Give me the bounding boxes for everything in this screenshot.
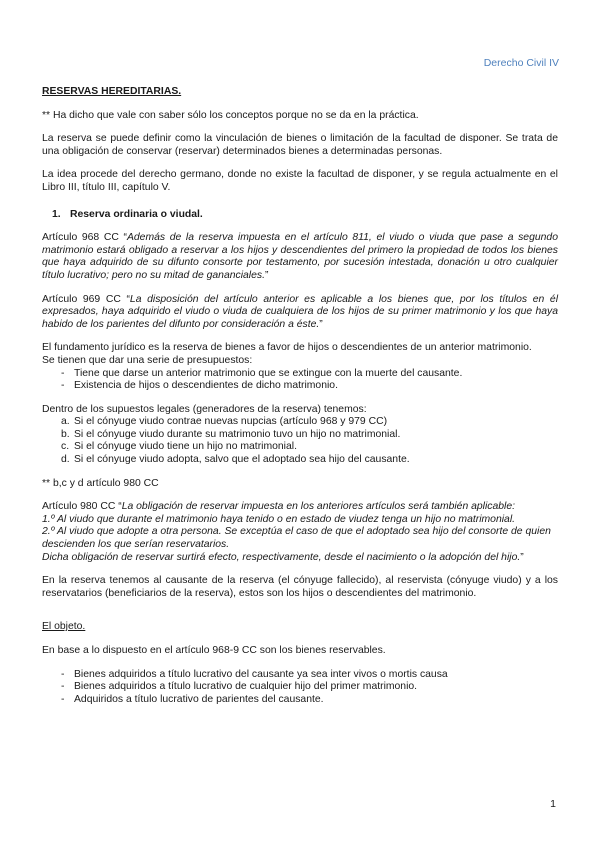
- article-968-quote: [42, 232, 558, 282]
- list-item: [42, 429, 558, 442]
- list-marker: b.: [61, 428, 70, 440]
- article-969-label: Artículo 969 CC “: [42, 293, 130, 305]
- list-item: [42, 416, 558, 429]
- page-number: 1: [550, 798, 556, 810]
- partes-paragraph: En la reserva tenemos al causante de la reserva (el cónyuge fallecido), al reservista (cónyuge viudo) y a los reservatarios (beneficiarios de la reserva), estos son los hijos o descendientes del matrimonio.: [42, 575, 558, 599]
- objeto-heading: El objeto.: [42, 621, 86, 633]
- article-980-line: 1.º Al viudo que durante el matrimonio haya tenido o en estado de viudez tenga un hijo no matrimonial.: [42, 513, 516, 525]
- article-980-text: Dicha obligación de reservar surtirá efecto, respectivamente, desde el nacimiento o la adopción del hijo.: [42, 551, 521, 563]
- article-968-label: Artículo 968 CC “: [42, 232, 127, 244]
- supuestos-list: [42, 416, 558, 466]
- document-body: [42, 86, 558, 706]
- supuestos-intro: Dentro de los supuestos legales (generadores de la reserva) tenemos:: [42, 403, 367, 415]
- document-title: RESERVAS HEREDITARIAS.: [42, 86, 182, 97]
- article-969-close: ”: [319, 318, 323, 330]
- list-item: - Bienes adquiridos a título lucrativo de cualquier hijo del primer matrimonio.: [42, 681, 558, 694]
- article-968-close: ”: [264, 269, 269, 281]
- section-heading-reserva-ordinaria: [42, 209, 558, 222]
- objeto-list: [42, 669, 558, 707]
- note-bcd: ** b,c y d artículo 980 CC: [42, 477, 159, 489]
- article-980-label: Artículo 980 CC “: [42, 501, 122, 513]
- article-968-text: Además de la reserva impuesta en el artículo 811, el viudo o viuda que pase a segundo matrimonio estará obligado a reservar a los hijos y descendientes del primero la propiedad de todos los bienes que haya adquirido de su difunto consorte por testamento, por sucesión intestada, donación u otro cualquier título lucrativo; pero no su mitad de gananciales.: [42, 232, 558, 281]
- article-969-quote: [42, 294, 558, 332]
- fundamento-paragraph: El fundamento jurídico es la reserva de bienes a favor de hijos o descendientes de un anterior matrimonio.: [42, 342, 532, 354]
- definition-paragraph: La reserva se puede definir como la vinculación de bienes o limitación de la facultad de disponer. Se trata de una obligación de conservar (reservar) determinados bienes a determinadas personas.: [42, 133, 558, 157]
- list-marker: a.: [61, 416, 70, 428]
- list-item: [42, 441, 558, 454]
- origin-paragraph: La idea procede del derecho germano, donde no existe la facultad de disponer, y se regula actualmente en el Libro III, título III, capítulo V.: [42, 169, 558, 193]
- list-item-text: Si el cónyuge viudo tiene un hijo no matrimonial.: [74, 441, 297, 453]
- article-980-line: [42, 501, 558, 514]
- list-item: - Bienes adquiridos a título lucrativo del causante ya sea inter vivos o mortis causa: [42, 669, 558, 682]
- presupuestos-intro: Se tienen que dar una serie de presupuestos:: [42, 354, 253, 366]
- running-header: Derecho Civil IV: [483, 57, 559, 69]
- list-item: - Existencia de hijos o descendientes de dicho matrimonio.: [42, 380, 558, 393]
- list-marker: c.: [61, 441, 70, 453]
- presupuestos-list: [42, 368, 558, 393]
- intro-note: ** Ha dicho que vale con saber sólo los conceptos porque no se da en la práctica.: [42, 109, 419, 121]
- section-number: 1.: [52, 208, 61, 220]
- article-980-line: [42, 552, 558, 565]
- article-980-quote: [42, 501, 558, 564]
- list-marker: d.: [61, 454, 70, 466]
- list-item-text: Si el cónyuge viudo contrae nuevas nupcias (artículo 968 y 979 CC): [74, 416, 388, 428]
- article-969-text: La disposición del artículo anterior es aplicable a los bienes que, por los títulos en él expresados, haya adquirido el viudo o viuda de cualquiera de los hijos de su primer matrimonio y los que haya habido de los parientes del difunto por consideración a éste.: [42, 293, 558, 330]
- list-item: - Adquiridos a título lucrativo de parientes del causante.: [42, 694, 558, 707]
- section-title: Reserva ordinaria o viudal.: [70, 208, 203, 220]
- article-980-close: ”: [520, 551, 524, 563]
- list-item-text: Si el cónyuge viudo adopta, salvo que el adoptado sea hijo del causante.: [74, 454, 410, 466]
- objeto-intro: En base a lo dispuesto en el artículo 968-9 CC son los bienes reservables.: [42, 645, 386, 656]
- list-item: [42, 454, 558, 467]
- article-980-text: La obligación de reservar impuesta en los anteriores artículos será también aplicable:: [121, 501, 516, 513]
- list-item-text: Si el cónyuge viudo durante su matrimonio tuvo un hijo no matrimonial.: [74, 428, 401, 440]
- list-item: - Tiene que darse un anterior matrimonio que se extingue con la muerte del causante.: [42, 368, 558, 381]
- article-980-line: 2.º Al viudo que adopte a otra persona. Se exceptúa el caso de que el adoptado sea hijo del consorte de quien descienden los que serían reservatarios.: [42, 526, 551, 551]
